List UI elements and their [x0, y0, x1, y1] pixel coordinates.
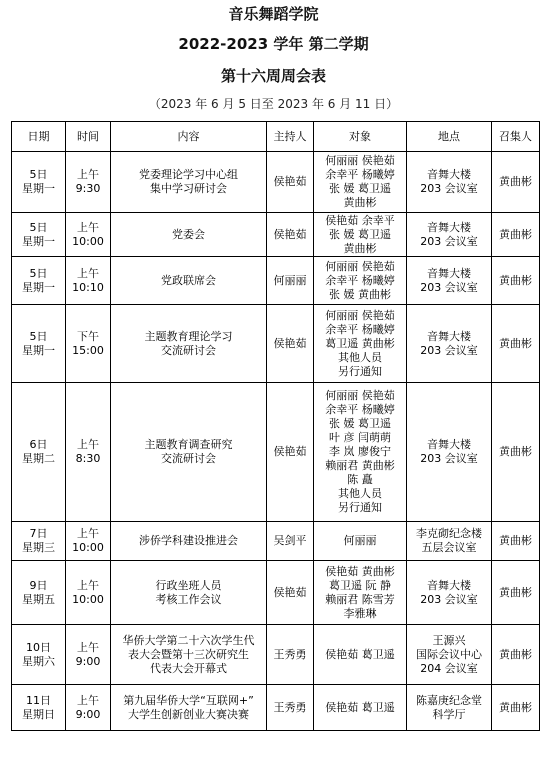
cell-line: 黄曲彬 — [499, 175, 532, 188]
cell-time — [66, 213, 111, 257]
cell-line: 5日 — [29, 220, 48, 234]
cell-line: 余幸平 杨曦婷 — [325, 322, 395, 336]
table-row — [12, 383, 540, 522]
cell-line: 上午 — [77, 578, 99, 592]
cell-line: 星期一 — [22, 343, 55, 357]
cell-line: 张 媛 葛卫遥 — [329, 417, 391, 430]
cell-line: 星期一 — [22, 234, 55, 248]
column-header: 地点 — [407, 122, 492, 152]
cell-line: 黄曲彬 — [499, 227, 532, 241]
cell-line: 10日 — [26, 640, 51, 654]
cell-line: 大学生创新创业大赛决赛 — [128, 707, 249, 721]
cell-line: 黄曲彬 — [343, 196, 377, 209]
cell-location — [407, 152, 492, 213]
table-row — [12, 522, 540, 561]
cell-line: 9:30 — [75, 182, 101, 195]
cell-convener — [492, 213, 540, 257]
cell-line: 203 会议室 — [420, 234, 478, 248]
cell-line: 吴剑平 — [273, 534, 307, 547]
page-title: 第十六周周会表 — [220, 67, 326, 85]
cell-line: 侯艳茹 — [273, 175, 307, 188]
cell-line: 另行通知 — [338, 501, 382, 514]
cell-attendees — [314, 561, 407, 625]
cell-line: 余幸平 杨曦婷 — [325, 403, 395, 416]
cell-date — [12, 383, 66, 522]
cell-line: 其他人员 — [338, 350, 382, 364]
cell-line: 音舞大楼 — [427, 266, 471, 280]
cell-line: 余幸平 杨曦婷 — [325, 168, 395, 181]
cell-content — [111, 383, 267, 522]
cell-attendees — [314, 257, 407, 305]
cell-line: 黄曲彬 — [499, 700, 532, 714]
cell-line: 上午 — [77, 220, 99, 234]
cell-line: 代表大会开幕式 — [150, 661, 227, 675]
column-header: 对象 — [314, 122, 407, 152]
cell-line: 李雅琳 — [343, 606, 377, 620]
cell-line: 党政联席会 — [161, 273, 216, 287]
column-header: 内容 — [111, 122, 267, 152]
cell-location — [407, 625, 492, 685]
cell-attendees — [314, 625, 407, 685]
cell-line: 侯艳茹 余幸平 — [325, 213, 395, 227]
cell-line: 9:00 — [75, 707, 101, 721]
cell-line: 15:00 — [72, 343, 104, 357]
cell-host — [267, 522, 314, 561]
cell-line: 5日 — [29, 329, 48, 343]
cell-line: 上午 — [77, 168, 99, 181]
cell-location — [407, 522, 492, 561]
cell-line: 星期日 — [22, 707, 55, 721]
cell-line: 9:00 — [75, 654, 101, 668]
cell-host — [267, 561, 314, 625]
cell-line: 葛卫遥 黄曲彬 — [325, 336, 395, 350]
cell-line: 王秀勇 — [273, 647, 307, 661]
table-row — [12, 257, 540, 305]
cell-line: 星期五 — [22, 592, 55, 606]
cell-line: 203 会议室 — [420, 343, 478, 357]
schedule-body — [12, 152, 540, 731]
cell-line: 赖丽君 黄曲彬 — [325, 459, 395, 472]
cell-line: 陈嘉庚纪念堂 — [416, 693, 482, 707]
cell-time — [66, 522, 111, 561]
cell-line: 黄曲彬 — [499, 336, 532, 350]
cell-convener — [492, 522, 540, 561]
cell-line: 葛卫遥 阮 静 — [329, 578, 391, 592]
column-header: 日期 — [12, 122, 66, 152]
cell-line: 何丽丽 侯艳茹 — [325, 308, 395, 322]
cell-line: 星期六 — [22, 654, 55, 668]
cell-line: 黄曲彬 — [499, 534, 532, 547]
table-row — [12, 152, 540, 213]
cell-content — [111, 152, 267, 213]
cell-host — [267, 383, 314, 522]
cell-line: 星期一 — [22, 182, 55, 195]
cell-convener — [492, 257, 540, 305]
cell-line: 主题教育调查研究 — [144, 438, 233, 451]
cell-time — [66, 305, 111, 383]
cell-convener — [492, 383, 540, 522]
cell-date — [12, 561, 66, 625]
cell-line: 侯艳茹 — [273, 336, 307, 350]
cell-line: 叶 彦 闫萌萌 — [329, 431, 391, 444]
table-row — [12, 685, 540, 731]
cell-content — [111, 685, 267, 731]
cell-line: 5日 — [29, 266, 48, 280]
cell-content — [111, 213, 267, 257]
cell-convener — [492, 305, 540, 383]
cell-time — [66, 383, 111, 522]
cell-content — [111, 561, 267, 625]
cell-host — [267, 685, 314, 731]
cell-line: 党委会 — [172, 227, 205, 241]
cell-line: 主题教育理论学习 — [144, 329, 233, 343]
cell-line: 上午 — [77, 527, 99, 540]
cell-date — [12, 625, 66, 685]
cell-line: 上午 — [77, 693, 99, 707]
cell-line: 其他人员 — [338, 487, 382, 500]
cell-line: 上午 — [77, 640, 99, 654]
cell-line: 侯艳茹 黄曲彬 — [325, 564, 395, 578]
cell-time — [66, 152, 111, 213]
cell-line: 黄曲彬 — [499, 273, 532, 287]
cell-line: 何丽丽 — [273, 273, 307, 287]
cell-location — [407, 685, 492, 731]
cell-content — [111, 625, 267, 685]
cell-line: 黄曲彬 — [499, 647, 532, 661]
cell-line: 何丽丽 侯艳茹 — [325, 259, 395, 273]
cell-line: 7日 — [29, 527, 48, 540]
cell-convener — [492, 561, 540, 625]
cell-time — [66, 257, 111, 305]
cell-line: 204 会议室 — [420, 661, 478, 675]
cell-line: 侯艳茹 葛卫遥 — [325, 700, 395, 714]
cell-line: 上午 — [77, 266, 99, 280]
cell-line: 涉侨学科建设推进会 — [139, 534, 238, 547]
cell-line: 203 会议室 — [420, 280, 478, 294]
cell-line: 赖丽君 陈雪芳 — [325, 592, 395, 606]
cell-line: 侯艳茹 — [273, 585, 307, 599]
cell-content — [111, 257, 267, 305]
cell-line: 11日 — [26, 693, 51, 707]
cell-convener — [492, 625, 540, 685]
column-header: 召集人 — [492, 122, 540, 152]
school-name: 音乐舞蹈学院 — [228, 5, 319, 23]
cell-line: 音舞大楼 — [427, 329, 471, 343]
cell-line: 10:00 — [72, 592, 104, 606]
cell-location — [407, 257, 492, 305]
cell-line: 行政坐班人员 — [155, 578, 222, 592]
cell-line: 集中学习研讨会 — [150, 182, 227, 195]
table-row — [12, 625, 540, 685]
cell-content — [111, 522, 267, 561]
cell-line: 何丽丽 — [343, 534, 377, 547]
cell-date — [12, 305, 66, 383]
cell-attendees — [314, 305, 407, 383]
cell-line: 音舞大楼 — [427, 168, 471, 181]
cell-line: 李克砌纪念楼 — [416, 527, 482, 540]
cell-line: 10:00 — [72, 234, 104, 248]
cell-line: 黄曲彬 — [343, 241, 377, 255]
cell-line: 另行通知 — [338, 364, 382, 378]
cell-line: 交流研讨会 — [161, 452, 216, 465]
cell-line: 侯艳茹 — [273, 445, 307, 458]
cell-line: 10:10 — [72, 280, 104, 294]
cell-line: 党委理论学习中心组 — [139, 168, 238, 181]
cell-line: 203 会议室 — [420, 592, 478, 606]
cell-line: 10:00 — [72, 541, 104, 554]
column-header: 时间 — [66, 122, 111, 152]
cell-line: 五层会议室 — [421, 541, 477, 554]
cell-line: 音舞大楼 — [427, 438, 471, 451]
table-row — [12, 213, 540, 257]
cell-line: 星期二 — [22, 452, 55, 465]
cell-date — [12, 257, 66, 305]
cell-attendees — [314, 152, 407, 213]
cell-line: 音舞大楼 — [427, 578, 471, 592]
cell-date — [12, 685, 66, 731]
cell-line: 张 媛 葛卫遥 — [329, 182, 391, 195]
cell-line: 科学厅 — [432, 707, 466, 721]
cell-line: 张 媛 黄曲彬 — [329, 287, 391, 301]
cell-location — [407, 213, 492, 257]
cell-line: 余幸平 杨曦婷 — [325, 273, 395, 287]
cell-line: 华侨大学第二十六次学生代 — [122, 633, 255, 647]
cell-convener — [492, 152, 540, 213]
cell-host — [267, 152, 314, 213]
cell-convener — [492, 685, 540, 731]
cell-line: 交流研讨会 — [161, 343, 216, 357]
cell-line: 王源兴 — [432, 633, 466, 647]
cell-attendees — [314, 522, 407, 561]
cell-attendees — [314, 685, 407, 731]
cell-time — [66, 625, 111, 685]
cell-location — [407, 383, 492, 522]
cell-host — [267, 257, 314, 305]
cell-time — [66, 685, 111, 731]
cell-line: 8:30 — [75, 452, 101, 465]
cell-line: 下午 — [77, 329, 99, 343]
table-row — [12, 305, 540, 383]
cell-line: 考核工作会议 — [155, 592, 222, 606]
table-row — [12, 561, 540, 625]
cell-date — [12, 213, 66, 257]
cell-line: 第九届华侨大学“互联网+” — [123, 693, 254, 707]
cell-line: 星期三 — [22, 541, 55, 554]
cell-line: 侯艳茹 葛卫遥 — [325, 647, 395, 661]
cell-line: 李 岚 廖俊宁 — [329, 445, 391, 458]
cell-line: 黄曲彬 — [499, 445, 532, 458]
cell-host — [267, 213, 314, 257]
cell-line: 侯艳茹 — [273, 227, 307, 241]
cell-line: 张 媛 葛卫遥 — [329, 227, 391, 241]
cell-line: 星期一 — [22, 280, 55, 294]
date-range: （2023 年 6 月 5 日至 2023 年 6 月 11 日） — [148, 97, 399, 111]
cell-line: 国际会议中心 — [416, 647, 482, 661]
cell-line: 6日 — [29, 438, 48, 451]
table-header-row — [12, 122, 540, 152]
cell-content — [111, 305, 267, 383]
cell-line: 203 会议室 — [420, 452, 478, 465]
cell-line: 表大会暨第十三次研究生 — [128, 647, 249, 661]
cell-time — [66, 561, 111, 625]
cell-line: 何丽丽 侯艳茹 — [325, 154, 395, 167]
cell-line: 5日 — [29, 168, 48, 181]
cell-line: 王秀勇 — [273, 700, 307, 714]
cell-line: 203 会议室 — [420, 182, 478, 195]
cell-line: 陈 矗 — [347, 473, 373, 486]
cell-line: 何丽丽 侯艳茹 — [325, 389, 395, 402]
cell-host — [267, 305, 314, 383]
cell-host — [267, 625, 314, 685]
cell-date — [12, 522, 66, 561]
column-header: 主持人 — [267, 122, 314, 152]
cell-location — [407, 305, 492, 383]
cell-attendees — [314, 383, 407, 522]
schedule-table — [11, 121, 540, 731]
cell-line: 上午 — [77, 438, 99, 451]
cell-line: 9日 — [29, 578, 48, 592]
cell-line: 黄曲彬 — [499, 585, 532, 599]
cell-line: 音舞大楼 — [427, 220, 471, 234]
cell-location — [407, 561, 492, 625]
academic-term: 2022-2023 学年 第二学期 — [178, 35, 369, 53]
cell-date — [12, 152, 66, 213]
cell-attendees — [314, 213, 407, 257]
